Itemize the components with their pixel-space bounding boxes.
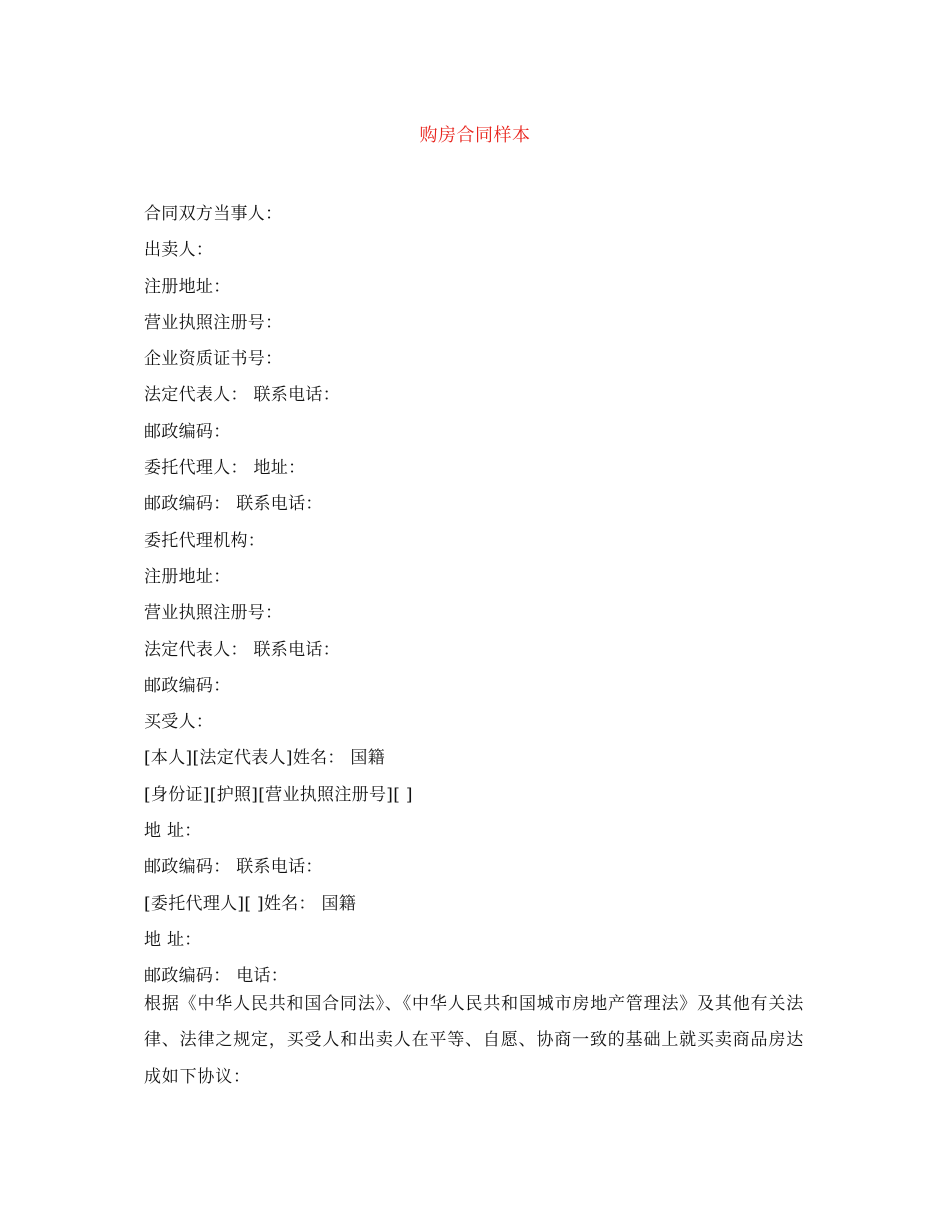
party-info-line: [委托代理人][ ]姓名： 国籍 <box>144 893 357 914</box>
party-info-line: 出卖人： <box>144 240 214 261</box>
party-info-line: 邮政编码： <box>144 675 231 696</box>
party-info-line: 地 址： <box>144 821 202 842</box>
party-info-line: 营业执照注册号： <box>144 603 283 624</box>
party-info-line: 营业执照注册号： <box>144 312 283 333</box>
party-info-line: 买受人： <box>144 712 214 733</box>
agreement-paragraph: 根据《中华人民共和国合同法》、《中华人民共和国城市房地产管理法》及其他有关法律、法律之规定，买受人和出卖人在平等、自愿、协商一致的基础上就买卖商品房达成如下协议： <box>144 994 804 1087</box>
party-info-line: [本人][法定代表人]姓名： 国籍 <box>144 748 386 769</box>
document-title: 购房合同样本 <box>419 125 531 146</box>
party-info-list <box>144 196 804 995</box>
party-info-line: 法定代表人： 联系电话： <box>144 639 341 660</box>
party-info-line: 委托代理机构： <box>144 530 266 551</box>
party-info-line: 邮政编码： 联系电话： <box>144 494 323 515</box>
party-info-line: [身份证][护照][营业执照注册号][ ] <box>144 784 413 805</box>
party-info-line: 委托代理人： 地址： <box>144 458 306 479</box>
party-info-line: 法定代表人： 联系电话： <box>144 385 341 406</box>
party-info-line: 邮政编码： 电话： <box>144 966 289 987</box>
party-info-line: 邮政编码： 联系电话： <box>144 857 323 878</box>
party-info-line: 合同双方当事人： <box>144 204 283 224</box>
party-info-line: 注册地址： <box>144 276 231 297</box>
party-info-line: 注册地址： <box>144 566 231 587</box>
party-info-line: 企业资质证书号： <box>144 349 283 370</box>
party-info-line: 地 址： <box>144 929 202 950</box>
party-info-line: 邮政编码： <box>144 421 231 442</box>
